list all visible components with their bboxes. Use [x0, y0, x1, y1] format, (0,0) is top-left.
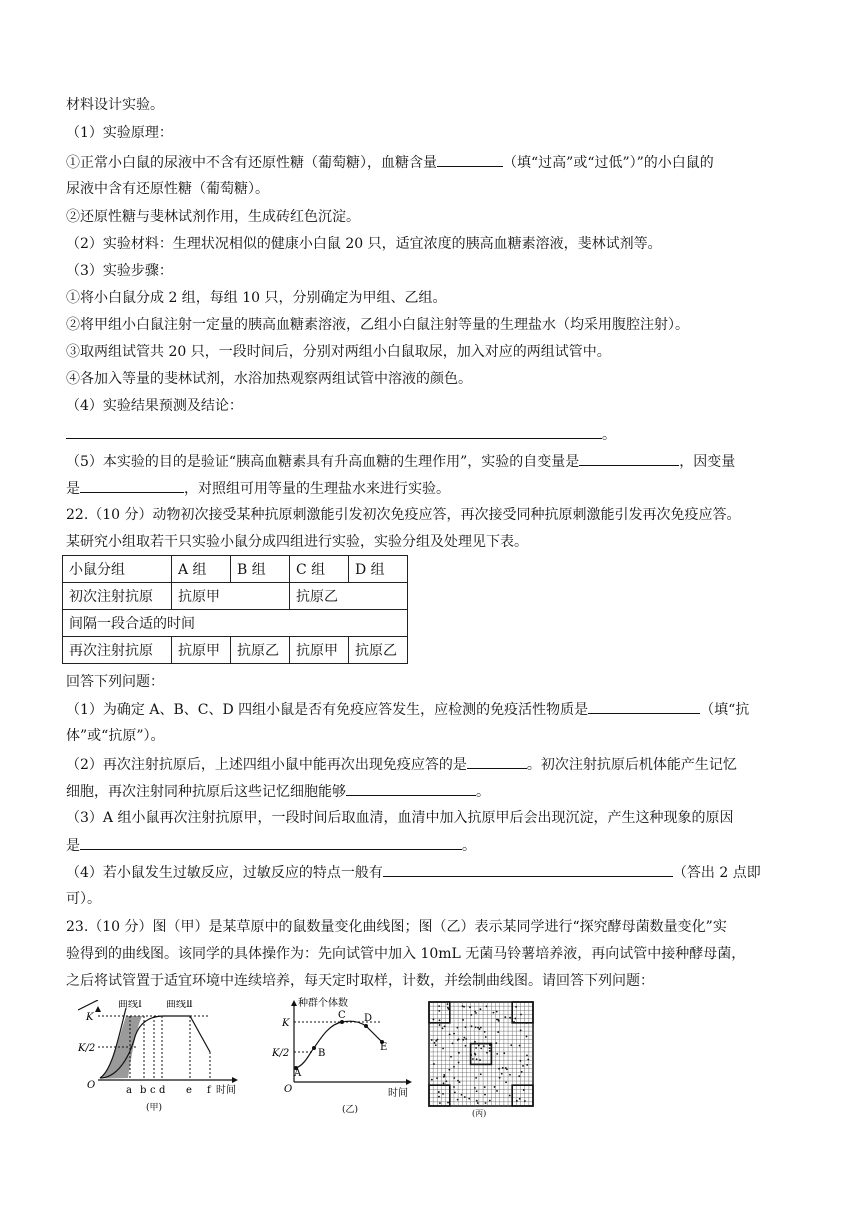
answer-blank[interactable]	[437, 152, 503, 167]
table-cell: 抗原甲	[290, 637, 349, 664]
yeast-cell	[447, 1007, 449, 1009]
point-b	[312, 1046, 316, 1050]
yeast-cell	[489, 1100, 491, 1102]
table-cell: A 组	[172, 556, 231, 583]
yeast-cell	[442, 1027, 444, 1029]
grid-frame	[429, 1002, 533, 1106]
yeast-cell	[433, 1063, 435, 1065]
yeast-cell	[478, 1045, 480, 1047]
counting-square	[512, 1002, 533, 1023]
yeast-cell	[519, 1045, 521, 1047]
k-label: K	[282, 1018, 290, 1029]
yeast-cell	[509, 1074, 511, 1076]
table-cell: 抗原乙	[349, 637, 408, 664]
yeast-cell	[470, 1054, 472, 1056]
q23-stem-1: 23.（10 分）图（甲）是某草原中的鼠数量变化曲线图；图（乙）表示某同学进行“探究酵母菌数量变化”实	[66, 919, 727, 935]
yeast-cell	[513, 1021, 515, 1023]
q21-intro: 材料设计实验。	[66, 97, 164, 113]
yeast-cell	[476, 1100, 478, 1102]
yeast-cell	[464, 1096, 466, 1098]
table-cell: 初次注射抗原	[63, 583, 172, 610]
origin-label: O	[87, 1080, 96, 1091]
q21-step-3: ③取两组试管共 20 只，一段时间后，分别对两组小白鼠取尿，加入对应的两组试管中。	[66, 344, 611, 360]
yeast-cell	[494, 1086, 496, 1088]
yeast-cell	[453, 1066, 455, 1068]
yeast-cell	[501, 1073, 503, 1075]
k2-label: K/2	[78, 1043, 96, 1054]
table-cell: 抗原甲	[172, 583, 290, 610]
yeast-cell	[474, 1087, 476, 1089]
q21-part1: （1）实验原理：	[66, 125, 173, 141]
yeast-cell	[496, 1090, 498, 1092]
answer-blank[interactable]	[80, 478, 184, 493]
yeast-cell	[474, 1011, 476, 1013]
figure-caption: (甲)	[146, 1103, 163, 1113]
figure-bing	[425, 998, 541, 1120]
point-d	[364, 1024, 368, 1028]
yeast-cell	[480, 1027, 482, 1029]
yeast-cell	[475, 1077, 477, 1079]
yeast-cell	[469, 1006, 471, 1008]
yeast-cell	[496, 1019, 498, 1021]
yeast-cell	[458, 1038, 460, 1040]
yeast-cell	[447, 1003, 449, 1005]
yeast-cell	[486, 1006, 488, 1008]
yeast-cell	[484, 1031, 486, 1033]
q23-stem-3: 之后将试管置于适宜环境中连续培养，每天定时取样，计数，并绘制曲线图。请回答下列问题：	[66, 973, 654, 989]
yeast-cell	[457, 1080, 459, 1082]
counting-grid	[429, 1002, 533, 1106]
yeast-cell	[474, 1053, 476, 1055]
yeast-cell	[475, 1047, 477, 1049]
figure-caption: (丙)	[472, 1109, 487, 1118]
point-label-c: C	[338, 1010, 346, 1021]
x-axis-label: 时间	[216, 1085, 236, 1096]
q22-sub1-cont: 体”或“抗原”）。	[66, 728, 165, 744]
yeast-cell	[444, 1025, 446, 1027]
yeast-cell	[468, 1098, 470, 1100]
y-arrow	[291, 1000, 297, 1006]
origin-label: O	[284, 1084, 293, 1095]
table-cell: 抗原甲	[172, 637, 231, 664]
point-label-b: B	[318, 1048, 326, 1059]
yeast-cell	[520, 1060, 522, 1062]
yeast-cell	[516, 1100, 518, 1102]
yeast-cell	[519, 1098, 521, 1100]
y-axis	[78, 1000, 98, 1010]
yeast-cell	[477, 1102, 479, 1104]
yeast-cell	[480, 1073, 482, 1075]
yeast-cell	[462, 1019, 464, 1021]
yeast-cell	[514, 1018, 516, 1020]
q21-principle-1: ①正常小白鼠的尿液中不含有还原性糖（葡萄糖），血糖含量 （填“过高”或“过低”）”的小白鼠的	[66, 152, 796, 173]
yeast-cell	[465, 1038, 467, 1040]
yeast-cell	[518, 1075, 520, 1077]
yeast-cell	[515, 1006, 517, 1008]
yeast-cell	[489, 1050, 491, 1052]
yeast-cell	[495, 1042, 497, 1044]
yeast-cell	[465, 1026, 467, 1028]
yeast-cell	[490, 1043, 492, 1045]
q21-part4-answer: 。	[66, 424, 796, 445]
yeast-cell	[435, 1044, 437, 1046]
yeast-cell	[442, 1048, 444, 1050]
q22-sub4: （4）若小鼠发生过敏反应，过敏反应的特点一般有 （答出 2 点即	[66, 862, 796, 883]
yeast-cell	[499, 1077, 501, 1079]
table-cell: 抗原乙	[290, 583, 408, 610]
yeast-cell	[438, 1091, 440, 1093]
table-row	[63, 637, 408, 664]
table-row	[63, 583, 408, 610]
q22-sub2: （2）再次注射抗原后，上述四组小鼠中能再次出现免疫应答的是 。初次注射抗原后机体能产生记忆	[66, 754, 796, 775]
tick-label: e	[186, 1085, 192, 1096]
table-cell: D 组	[349, 556, 408, 583]
table-cell: 再次注射抗原	[63, 637, 172, 664]
yeast-cell	[476, 1058, 478, 1060]
table-cell: 小鼠分组	[63, 556, 172, 583]
answer-blank[interactable]	[383, 862, 673, 877]
q21-step-1: ①将小白鼠分成 2 组，每组 10 只，分别确定为甲组、乙组。	[66, 290, 447, 306]
q22-sub1: （1）为确定 A、B、C、D 四组小鼠是否有免疫应答发生，应检测的免疫活性物质是 （填“抗	[66, 699, 796, 720]
answer-blank[interactable]	[579, 451, 679, 466]
q21-principle-1-cont: 尿液中含有还原性糖（葡萄糖）。	[66, 181, 269, 197]
yeast-cell	[503, 1052, 505, 1054]
point-label-e: E	[380, 1042, 388, 1053]
yeast-cell	[479, 1059, 481, 1061]
table-cell: C 组	[290, 556, 349, 583]
yeast-cell	[509, 1017, 511, 1019]
k-label: K	[86, 1012, 94, 1023]
yeast-cell	[502, 1067, 504, 1069]
q22-sub3-cont: 是 。	[66, 835, 796, 856]
yeast-cell	[445, 1080, 447, 1082]
yeast-cell	[438, 1010, 440, 1012]
x-arrow	[232, 1077, 238, 1083]
yeast-cell	[457, 1027, 459, 1029]
q21-principle-2: ②还原性糖与斐林试剂作用，生成砖红色沉淀。	[66, 209, 360, 225]
yeast-cell	[462, 1005, 464, 1007]
x-arrow	[406, 1079, 412, 1085]
yeast-cell	[434, 1042, 436, 1044]
answer-blank[interactable]	[80, 835, 462, 850]
yeast-cell	[526, 1064, 528, 1066]
yeast-cell	[438, 1096, 440, 1098]
yeast-cell	[474, 1041, 476, 1043]
yeast-cell	[463, 1037, 465, 1039]
yeast-cell	[439, 1102, 441, 1104]
tick-label: a	[126, 1085, 132, 1096]
yeast-cell	[449, 1034, 451, 1036]
answer-blank[interactable]	[346, 781, 476, 796]
yeast-cell	[476, 1090, 478, 1092]
yeast-cell	[431, 1079, 433, 1081]
yeast-cell	[457, 1099, 459, 1101]
tick-label: f	[207, 1085, 211, 1096]
yeast-cell	[448, 1069, 450, 1071]
yeast-cell	[443, 1082, 445, 1084]
yeast-cell	[480, 1048, 482, 1050]
yeast-cell	[462, 1039, 464, 1041]
answer-blank[interactable]	[467, 754, 527, 769]
q22-stem-1: 22.（10 分）动物初次接受某种抗原刺激能引发初次免疫应答，再次接受同种抗原刺激能引发再次免疫应答。	[66, 507, 741, 523]
yeast-cell	[459, 1081, 461, 1083]
point-label-a: A	[294, 1068, 302, 1079]
yeast-cell	[435, 1040, 437, 1042]
yeast-cell	[496, 1053, 498, 1055]
tick-label: d	[159, 1085, 166, 1096]
yeast-cell	[520, 1014, 522, 1016]
yeast-cell	[470, 1014, 472, 1016]
table-cell: B 组	[231, 556, 290, 583]
counting-square	[471, 1044, 492, 1065]
figure-yi	[272, 996, 422, 1118]
yeast-cell	[437, 1039, 439, 1041]
yeast-cell	[526, 1055, 528, 1057]
table-cell: 间隔一段合适的时间	[63, 610, 408, 637]
yeast-cell	[452, 1042, 454, 1044]
yeast-cell	[480, 1008, 482, 1010]
q22-stem-2: 某研究小组取若干只实验小鼠分成四组进行实验，实验分组及处理见下表。	[66, 534, 528, 550]
table-row	[63, 610, 408, 637]
yeast-cell	[522, 1065, 524, 1067]
yeast-cell	[493, 1012, 495, 1014]
x-axis-label: 时间	[388, 1088, 408, 1099]
q21-part4: （4）实验结果预测及结论：	[66, 398, 243, 414]
yeast-cell	[485, 1102, 487, 1104]
q22-ask: 回答下列问题：	[66, 674, 164, 690]
q22-sub2-cont: 细胞，再次注射同种抗原后这些记忆细胞能够 。	[66, 781, 796, 802]
q21-part5: （5）本实验的目的是验证“胰高血糖素具有升高血糖的生理作用”，实验的自变量是 ，因变量	[66, 451, 796, 472]
yeast-cell	[484, 1086, 486, 1088]
point-label-d: D	[364, 1013, 373, 1024]
yeast-cell	[433, 1019, 435, 1021]
y-arrow	[95, 1006, 101, 1012]
q21-part2: （2）实验材料：生理状况相似的健康小白鼠 20 只，适宜浓度的胰高血糖素溶液，斐林试剂等。	[66, 236, 662, 252]
yeast-cell	[497, 1031, 499, 1033]
answer-blank[interactable]	[588, 699, 700, 714]
q21-part3: （3）实验步骤：	[66, 263, 173, 279]
yeast-cell	[439, 1024, 441, 1026]
yeast-cell	[496, 1011, 498, 1013]
yeast-cell	[479, 1028, 481, 1030]
yeast-cell	[505, 1067, 507, 1069]
yeast-cell	[461, 1094, 463, 1096]
counting-square	[512, 1085, 533, 1106]
yeast-cell	[504, 1016, 506, 1018]
yeast-cell	[477, 1027, 479, 1029]
yeast-cell	[510, 1044, 512, 1046]
q22-sub3: （3）A 组小鼠再次注射抗原甲，一段时间后取血清，血清中加入抗原甲后会出现沉淀，产生这种现象的原因	[66, 810, 734, 826]
yeast-cell	[454, 1092, 456, 1094]
yeast-cell	[447, 1102, 449, 1104]
yeast-cell	[521, 1071, 523, 1073]
q23-stem-2: 验得到的曲线图。该同学的具体操作为：先向试管中加入 10mL 无菌马铃薯培养液，再向试管中接种酵母菌，	[66, 946, 746, 962]
group-table	[62, 555, 408, 664]
yeast-cell	[431, 1039, 433, 1041]
yeast-cell	[486, 1052, 488, 1054]
yeast-cell	[484, 1094, 486, 1096]
yeast-cell	[498, 1020, 500, 1022]
k2-label: K/2	[272, 1048, 290, 1059]
yeast-cell	[438, 1005, 440, 1007]
yeast-cell	[520, 1030, 522, 1032]
yeast-cell	[475, 1026, 477, 1028]
q22-sub4-cont: 可）。	[66, 891, 101, 907]
yeast-cell	[485, 1036, 487, 1038]
yeast-cell	[523, 1089, 525, 1091]
yeast-cell	[458, 1062, 460, 1064]
yeast-cell	[505, 1081, 507, 1083]
growth-curve	[296, 1021, 382, 1068]
q21-part5-cont: 是 ，对照组可用等量的生理盐水来进行实验。	[66, 478, 796, 499]
yeast-cell	[453, 1077, 455, 1079]
yeast-cell	[475, 1012, 477, 1014]
yeast-cell	[524, 1100, 526, 1102]
yeast-cell	[526, 1022, 528, 1024]
tick-label: c	[150, 1085, 156, 1096]
table-cell: 抗原乙	[231, 637, 290, 664]
yeast-cell	[472, 1058, 474, 1060]
yeast-cell	[489, 1047, 491, 1049]
yeast-cell	[471, 1025, 473, 1027]
yeast-cell	[483, 1045, 485, 1047]
curve-2-label: 曲线Ⅱ	[166, 1000, 193, 1010]
yeast-cell	[450, 1056, 452, 1058]
yeast-cell	[509, 1095, 511, 1097]
yeast-cell	[463, 1006, 465, 1008]
yeast-cell	[436, 1077, 438, 1079]
y-axis-label: 种群个体数	[298, 998, 348, 1009]
yeast-cell	[498, 1068, 500, 1070]
yeast-cell	[453, 1033, 455, 1035]
q21-step-4: ④各加入等量的斐林试剂，水浴加热观察两组试管中溶液的颜色。	[66, 371, 472, 387]
yeast-cell	[442, 1093, 444, 1095]
figure-jia	[78, 1000, 248, 1118]
table-row	[63, 556, 408, 583]
tick-label: b	[140, 1085, 147, 1096]
q21-step-2: ②将甲组小白鼠注射一定量的胰高血糖素溶液，乙组小白鼠注射等量的生理盐水（均采用腹腔注射）。	[66, 317, 689, 333]
yeast-cell	[527, 1059, 529, 1061]
yeast-cell	[453, 1086, 455, 1088]
curve-1-label: 曲线Ⅰ	[118, 1000, 142, 1010]
yeast-cell	[526, 1036, 528, 1038]
yeast-cell	[439, 1019, 441, 1021]
answer-blank[interactable]	[66, 424, 602, 439]
yeast-cell	[443, 1074, 445, 1076]
figure-caption: (乙)	[342, 1105, 359, 1115]
yeast-cell	[465, 1045, 467, 1047]
yeast-cell	[458, 1052, 460, 1054]
